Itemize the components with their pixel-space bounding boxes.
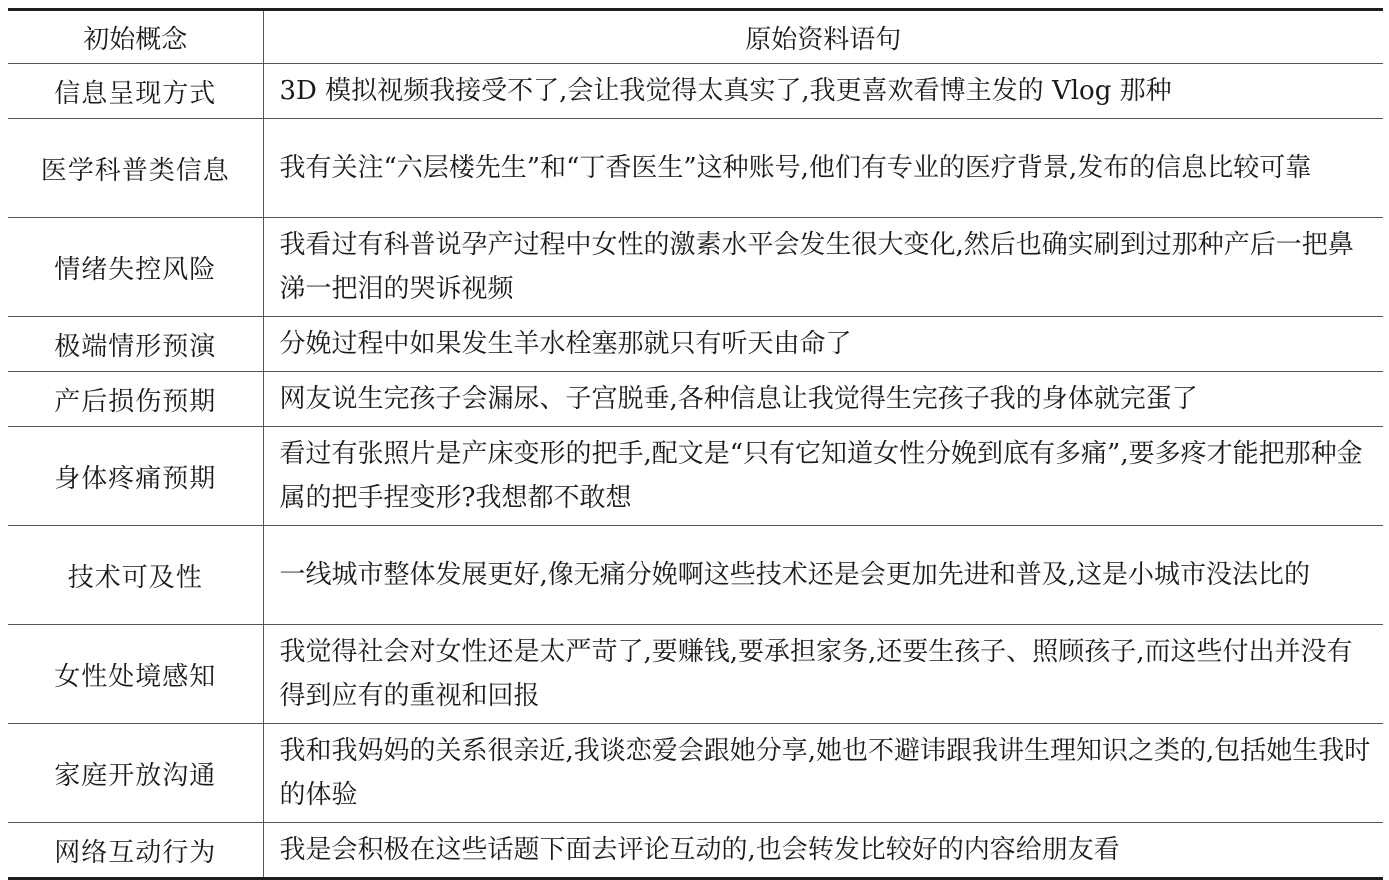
concept-cell: 身体疼痛预期: [8, 427, 263, 526]
table-row: [8, 372, 1383, 427]
quote-cell: 我看过有科普说孕产过程中女性的激素水平会发生很大变化,然后也确实刷到过那种产后一把鼻涕一把泪的哭诉视频: [263, 218, 1383, 317]
table-row: [8, 317, 1383, 372]
table-row: [8, 724, 1383, 823]
concept-cell: 女性处境感知: [8, 625, 263, 724]
concept-cell: 医学科普类信息: [8, 119, 263, 218]
header-initial-concept: 初始概念: [8, 10, 263, 64]
table-row: [8, 823, 1383, 879]
concept-table: [8, 8, 1383, 880]
quote-cell: 分娩过程中如果发生羊水栓塞那就只有听天由命了: [263, 317, 1383, 372]
quote-cell: 我是会积极在这些话题下面去评论互动的,也会转发比较好的内容给朋友看: [263, 823, 1383, 879]
quote-cell: 3D 模拟视频我接受不了,会让我觉得太真实了,我更喜欢看博主发的 Vlog 那种: [263, 64, 1383, 119]
table-row: [8, 119, 1383, 218]
quote-cell: 我有关注“六层楼先生”和“丁香医生”这种账号,他们有专业的医疗背景,发布的信息比较可靠: [263, 119, 1383, 218]
concept-cell: 极端情形预演: [8, 317, 263, 372]
quote-cell: 我和我妈妈的关系很亲近,我谈恋爱会跟她分享,她也不避讳跟我讲生理知识之类的,包括她生我时的体验: [263, 724, 1383, 823]
table-row: [8, 526, 1383, 625]
table-row: [8, 427, 1383, 526]
header-source-statement: 原始资料语句: [263, 10, 1383, 64]
quote-cell: 看过有张照片是产床变形的把手,配文是“只有它知道女性分娩到底有多痛”,要多疼才能把那种金属的把手捏变形?我想都不敢想: [263, 427, 1383, 526]
table-row: [8, 218, 1383, 317]
quote-cell: 一线城市整体发展更好,像无痛分娩啊这些技术还是会更加先进和普及,这是小城市没法比的: [263, 526, 1383, 625]
concept-cell: 家庭开放沟通: [8, 724, 263, 823]
concept-cell: 技术可及性: [8, 526, 263, 625]
table-header-row: [8, 10, 1383, 64]
concept-cell: 信息呈现方式: [8, 64, 263, 119]
quote-cell: 网友说生完孩子会漏尿、子宫脱垂,各种信息让我觉得生完孩子我的身体就完蛋了: [263, 372, 1383, 427]
table-row: [8, 64, 1383, 119]
quote-cell: 我觉得社会对女性还是太严苛了,要赚钱,要承担家务,还要生孩子、照顾孩子,而这些付出并没有得到应有的重视和回报: [263, 625, 1383, 724]
table-row: [8, 625, 1383, 724]
concept-cell: 网络互动行为: [8, 823, 263, 879]
concept-cell: 情绪失控风险: [8, 218, 263, 317]
concept-cell: 产后损伤预期: [8, 372, 263, 427]
